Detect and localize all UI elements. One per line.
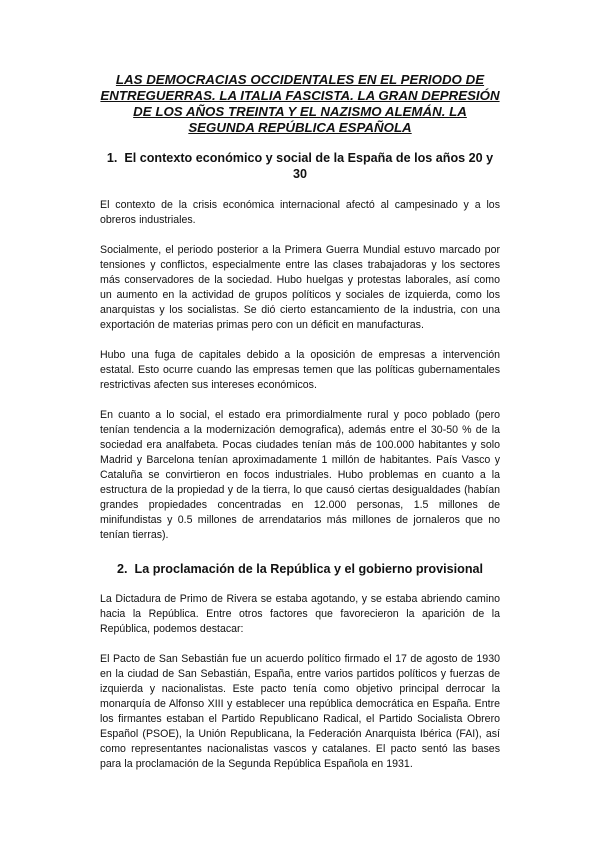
- paragraph: Hubo una fuga de capitales debido a la oposición de empresas a intervención estatal. Esto ocurre cuando las empresas temen que las políticas gubernamentales restrictivas afecten sus intereses económicos.: [100, 349, 500, 391]
- section-1-number: 1.: [106, 151, 118, 165]
- paragraph: El contexto de la crisis económica internacional afectó al campesinado y a los obreros industriales.: [100, 199, 500, 226]
- document-title: LAS DEMOCRACIAS OCCIDENTALES EN EL PERIODO DE ENTREGUERRAS. LA ITALIA FASCISTA. LA GRAN DEPRESIÓN DE LOS AÑOS TREINTA Y EL NAZISMO ALEMÁN. LA SEGUNDA REPÚBLICA ESPAÑOLA: [100, 72, 500, 135]
- section-2-number: 2.: [116, 562, 128, 576]
- section-1-title: El contexto económico y social de la España de los años 20 y 30: [124, 151, 494, 181]
- section-1-heading: [100, 150, 500, 182]
- paragraph: La Dictadura de Primo de Rivera se estaba agotando, y se estaba abriendo camino hacia la República. Entre otros factores que favorecieron la aparición de la República, podemos destacar:: [100, 593, 500, 635]
- section-2-heading: [100, 561, 500, 577]
- paragraph: En cuanto a lo social, el estado era primordialmente rural y poco poblado (pero tenían tendencia a la modernización demografica), además entre el 30-50 % de la sociedad era analfabeta. Pocas ciudades tenían más de 100.000 habitantes y solo Madrid y Barcelona tenían aproximadamente 1 millón de habitantes. País Vasco y Cataluña se convirtieron en focos industriales. Hubo problemas en cuanto a la estructura de la propiedad y de la tierra, lo que causó ciertas desigualdades (habían grandes propiedades concentradas en 12.000 personas, 1.5 millones de minifundistas y 0.5 millones de arrendatarios más millones de jornaleros que no tenían tierras).: [100, 409, 500, 541]
- section-2-title: La proclamación de la República y el gobierno provisional: [134, 562, 484, 576]
- paragraph: Socialmente, el periodo posterior a la Primera Guerra Mundial estuvo marcado por tensiones y conflictos, especialmente entre las clases trabajadoras y los sectores más conservadores de la sociedad. Hubo huelgas y protestas laborales, así como un aumento en la actividad de grupos políticos y sociales de izquierda, como los anarquistas y los socialistas. Se dió cierto estancamiento de la industria, con una exportación de materias primas pero con un déficit en manufacturas.: [100, 244, 500, 331]
- paragraph: El Pacto de San Sebastián fue un acuerdo político firmado el 17 de agosto de 1930 en la ciudad de San Sebastián, España, entre varios partidos políticos y fuerzas de izquierda y nacionalistas. Este pacto tenía como objetivo principal derrocar la monarquía de Alfonso XIII y establecer una república democrática en España. Entre los firmantes estaban el Partido Republicano Radical, el Partido Socialista Obrero Español (PSOE), la Unión Republicana, la Federación Anarquista Ibérica (FAI), así como representantes nacionalistas vascos y catalanes. El pacto sentó las bases para la proclamación de la Segunda República Española en 1931.: [100, 653, 500, 770]
